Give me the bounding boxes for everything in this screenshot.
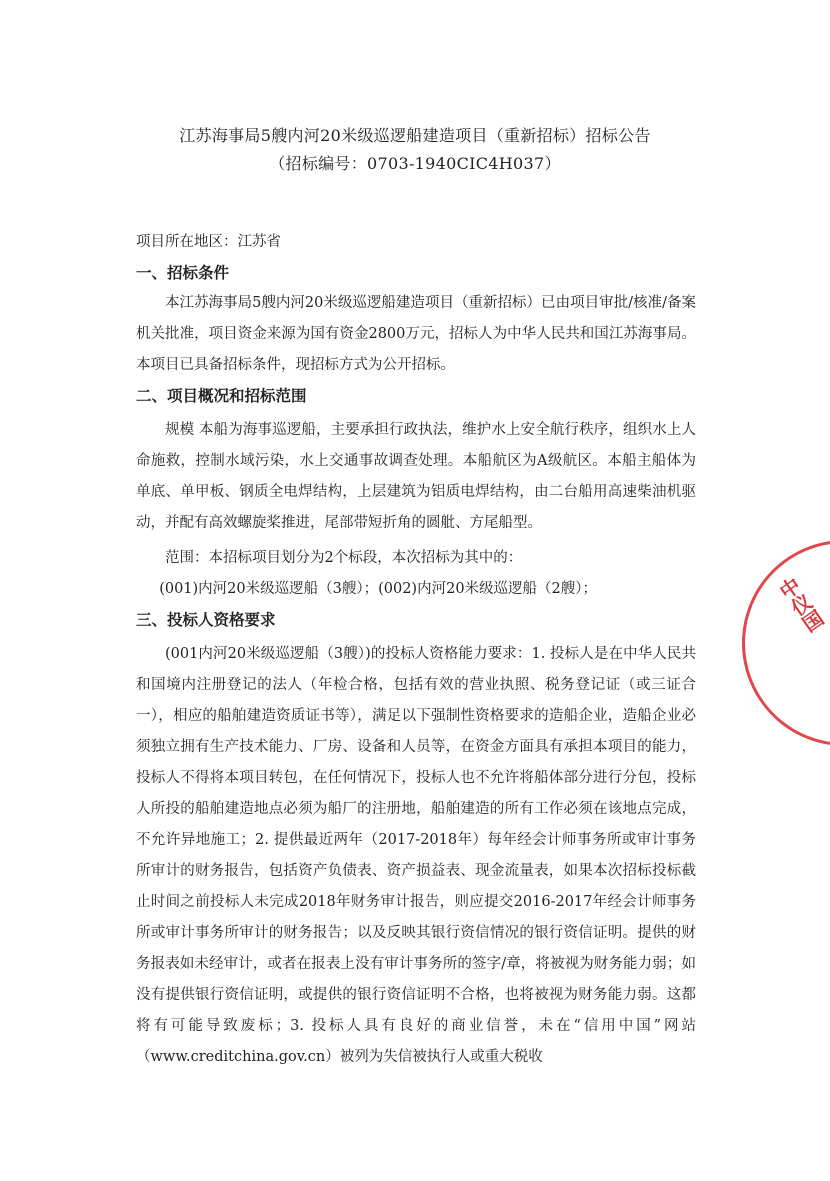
tender-number: （招标编号：0703-1940CIC4H037） [269, 154, 561, 173]
document-body [136, 258, 696, 1073]
section-conditions-text: 本江苏海事局5艘内河20米级巡逻船建造项目（重新招标）已由项目审批/核准/备案机关批准，项目资金来源为国有资金2800万元，招标人为中华人民共和国江苏海事局。本项目已具备招标条件，现招标方式为公开招标。 [136, 295, 696, 373]
title-block [0, 122, 830, 178]
section-overview-text: 规模 本船为海事巡逻船，主要承担行政执法，维护水上安全航行秩序，组织水上人命施救，控制水域污染，水上交通事故调查处理。本船航区为A级航区。本船主船体为单底、单甲板、钢质全电焊结构，上层建筑为铝质电焊结构，由二台船用高速柴油机驱动，并配有高效螺旋桨推进，尾部带短折角的圆舭、方尾船型。 [136, 422, 696, 531]
section-heading-qualifications: 三、投标人资格要求 [136, 611, 276, 629]
seal-text: 中仪国 [773, 573, 828, 637]
section-heading-conditions: 一、招标条件 [136, 264, 230, 282]
official-seal [742, 540, 830, 746]
project-region: 项目所在地区：江苏省 [136, 234, 281, 250]
scope-text: 范围：本招标项目划分为2个标段，本次招标为其中的： [165, 550, 523, 566]
lots-text: (001)内河20米级巡逻船（3艘）；(002)内河20米级巡逻船（2艘）； [159, 581, 598, 597]
section-qualifications-text: (001内河20米级巡逻船（3艘）)的投标人资格能力要求：1. 投标人是在中华人民共和国境内注册登记的法人（年检合格，包括有效的营业执照、税务登记证（或三证合一），相应的船舶建造资质证书等），满足以下强制性资格要求的造船企业，造船企业必须独立拥有生产技术能力、厂房、设备和人员等，在资金方面具有承担本项目的能力，投标人不得将本项目转包，在任何情况下，投标人也不允许将船体部分进行分包，投标人所投的船舶建造地点必须为船厂的注册地，船舶建造的所有工作必须在该地点完成，不允许异地施工；2. 提供最近两年（2017-2018年）每年经会计师事务所或审计事务所审计的财务报告，包括资产负债表、资产损益表、现金流量表，如果本次招标投标截止时间之前投标人未完成2018年财务审计报告，则应提交2016-2017年经会计师事务所或审计事务所审计的财务报告；以及反映其银行资信情况的银行资信证明。提供的财务报表如未经审计，或者在报表上没有审计事务所的签字/章，将被视为财务能力弱；如没有提供银行资信证明，或提供的银行资信证明不合格，也将被视为财务能力弱。这都将有可能导致废标；3. 投标人具有良好的商业信誉，未在“信用中国”网站（www.creditchina.gov.cn）被列为失信被执行人或重大税收 [136, 646, 696, 1065]
document-title: 江苏海事局5艘内河20米级巡逻船建造项目（重新招标）招标公告 [179, 126, 651, 145]
section-heading-overview: 二、项目概况和招标范围 [136, 387, 307, 405]
